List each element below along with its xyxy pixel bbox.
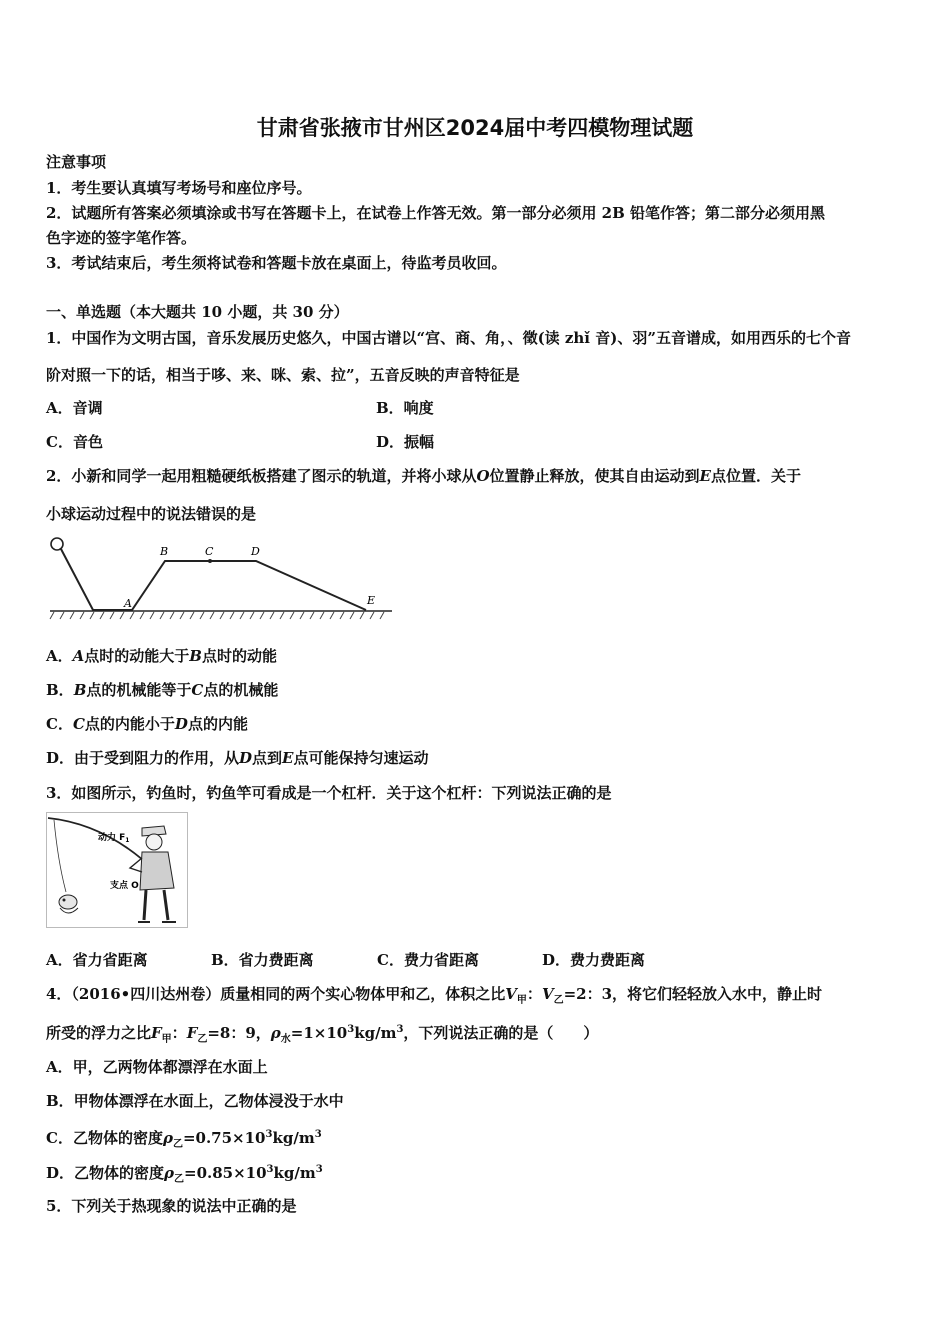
q1-option-a: A．音调 (46, 399, 103, 417)
q2-option-b: B．B点的机械能等于C点的机械能 (46, 681, 279, 699)
q4-option-a: A．甲，乙两物体都漂浮在水面上 (46, 1058, 268, 1076)
q1-option-c: C．音色 (46, 433, 103, 451)
pivot-label: 支点 O (110, 881, 139, 891)
notes-heading: 注意事项 (46, 153, 107, 171)
q4-stem-line2: 所受的浮力之比$F_甲$：$F_乙=8$：9，$\rho_水=1\times 10^3kg/m^3$，下列说法正确的是（ ） (46, 1024, 599, 1045)
point-label-e: E (367, 594, 376, 607)
point-label-b: B (160, 545, 169, 558)
q4-option-d: D．乙物体的密度$\rho_乙=0.85\times 10^3kg/m^3$ (46, 1164, 323, 1185)
ball (51, 538, 63, 550)
point-label-d: D (251, 545, 260, 558)
note-item: 色字迹的签字笔作答。 (46, 229, 197, 247)
q1-option-d: D．振幅 (376, 433, 435, 451)
point-label-c: C (205, 545, 214, 558)
fishing-rod-figure (46, 812, 188, 928)
fish-icon (59, 895, 77, 909)
force-label: 动力 $F_1$ (98, 833, 130, 844)
q2-option-c: C．C点的内能小于D点的内能 (46, 715, 248, 733)
q4-stem-line1: 4．（2016•四川达州卷）质量相同的两个实心物体甲和乙，体积之比$V_甲$：$V_乙=2$：3，将它们轻轻放入水中，静止时 (46, 985, 823, 1006)
q3-option-c: C．费力省距离 (377, 951, 479, 969)
q3-option-a: A．省力省距离 (46, 951, 148, 969)
point-label-a: A (124, 597, 132, 610)
q2-stem-line2: 小球运动过程中的说法错误的是 (46, 505, 257, 523)
q3-option-b: B．省力费距离 (211, 951, 314, 969)
q2-option-d: D．由于受到阻力的作用，从D点到E点可能保持匀速运动 (46, 749, 429, 767)
q1-stem-line1: 1．中国作为文明古国，音乐发展历史悠久，中国古谱以“宫、商、角，、徵(读 zhǐ 音)、羽”五音谱成，如用西乐的七个音 (46, 329, 851, 347)
section-heading: 一、单选题（本大题共 10 小题，共 30 分） (46, 303, 349, 321)
q3-option-d: D．费力费距离 (542, 951, 646, 969)
q4-option-c: C．乙物体的密度$\rho_乙=0.75\times 10^3kg/m^3$ (46, 1129, 322, 1150)
q1-option-b: B．响度 (376, 399, 434, 417)
page-title: 甘肃省张掖市甘州区2024届中考四模物理试题 (256, 116, 694, 140)
track-diagram (46, 533, 398, 625)
note-item: 3．考试结束后，考生须将试卷和答题卡放在桌面上，待监考员收回。 (46, 254, 507, 272)
note-item: 1．考生要认真填写考场号和座位序号。 (46, 179, 312, 197)
q3-stem: 3．如图所示，钓鱼时，钓鱼竿可看成是一个杠杆．关于这个杠杆：下列说法正确的是 (46, 784, 612, 802)
q2-stem-line1: 2．小新和同学一起用粗糙硬纸板搭建了图示的轨道，并将小球从O位置静止释放，使其自由运动到E点位置．关于 (46, 467, 801, 485)
note-item: 2．试题所有答案必须填涂或书写在答题卡上，在试卷上作答无效。第一部分必须用 2B 铅笔作答；第二部分必须用黑 (46, 204, 826, 222)
q5-stem: 5．下列关于热现象的说法中正确的是 (46, 1197, 297, 1215)
q4-option-b: B．甲物体漂浮在水面上，乙物体浸没于水中 (46, 1092, 344, 1110)
q1-stem-line2: 阶对照一下的话，相当于哆、来、咪、索、拉”，五音反映的声音特征是 (46, 366, 520, 384)
q2-option-a: A．A点时的动能大于B点时的动能 (46, 647, 277, 665)
